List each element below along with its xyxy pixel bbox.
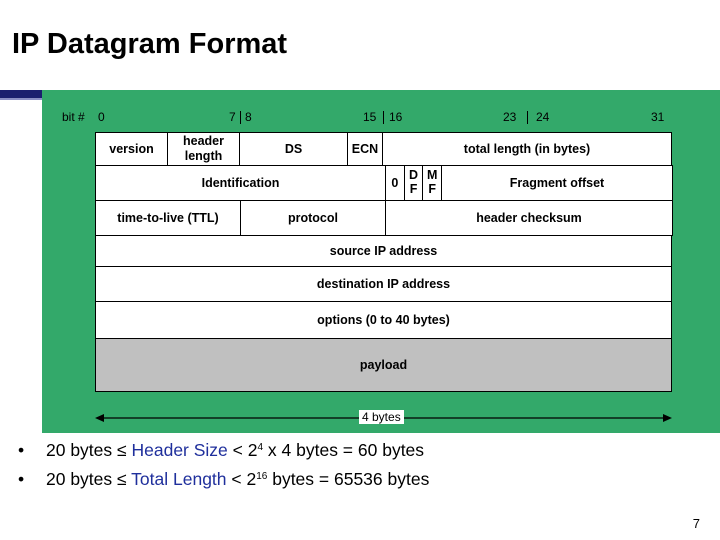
- slide-title: IP Datagram Format: [12, 28, 288, 60]
- bullet-text: bytes = 65536 bytes: [267, 469, 430, 489]
- flag-df-top: D: [408, 168, 419, 183]
- title-rule: [0, 90, 42, 98]
- bit-number-7: 7: [229, 110, 236, 124]
- header-row-1: [95, 132, 672, 166]
- header-row-5: [95, 266, 672, 302]
- bullet-exponent: 4: [257, 442, 264, 453]
- bit-tick-byte1: [240, 111, 241, 124]
- bit-number-31: 31: [651, 110, 665, 124]
- field-ds: DS: [239, 132, 348, 166]
- header-row-3: [95, 200, 672, 236]
- bit-number-16: 16: [389, 110, 403, 124]
- field-options: options (0 to 40 bytes): [95, 301, 672, 339]
- width-label: 4 bytes: [359, 410, 404, 424]
- header-row-2: [95, 165, 672, 201]
- bit-number-23: 23: [503, 110, 517, 124]
- bullet-term: Header Size: [131, 440, 228, 460]
- bit-number-8: 8: [245, 110, 252, 124]
- bullet-dot: •: [18, 469, 25, 489]
- title-rule-accent: [0, 98, 42, 100]
- flag-mf-bottom: F: [428, 182, 436, 196]
- field-ttl: time-to-live (TTL): [95, 200, 241, 236]
- bullet-term: Total Length: [131, 469, 227, 489]
- bullet-text: 20 bytes ≤: [46, 469, 132, 489]
- bit-axis-label: bit #: [62, 110, 85, 124]
- bullet-list: [18, 436, 429, 494]
- header-row-4: [95, 235, 672, 267]
- field-ecn: ECN: [347, 132, 383, 166]
- field-flags: [385, 165, 442, 201]
- bit-number-0: 0: [98, 110, 105, 124]
- field-source-ip: source IP address: [95, 235, 672, 267]
- field-protocol: protocol: [240, 200, 386, 236]
- header-row-7: [95, 338, 672, 392]
- bullet-dot: •: [18, 440, 25, 460]
- field-destination-ip: destination IP address: [95, 266, 672, 302]
- bit-number-15: 15: [363, 110, 377, 124]
- bullet-exponent: 16: [256, 471, 268, 482]
- bullet-text: x 4 bytes = 60 bytes: [263, 440, 425, 460]
- flag-reserved: 0: [386, 166, 405, 200]
- field-total-length: total length (in bytes): [382, 132, 672, 166]
- field-payload: payload: [95, 338, 672, 392]
- bullet-text: 20 bytes ≤: [46, 440, 132, 460]
- field-header-checksum: header checksum: [385, 200, 673, 236]
- field-fragment-offset: Fragment offset: [441, 165, 673, 201]
- ip-header-grid: [95, 132, 672, 392]
- flag-dont-fragment: [405, 166, 424, 200]
- bit-number-24: 24: [536, 110, 550, 124]
- bullet-text: < 2: [227, 440, 258, 460]
- bullet-text: < 2: [226, 469, 257, 489]
- field-identification: Identification: [95, 165, 386, 201]
- flag-more-fragments: [423, 166, 441, 200]
- bit-tick-byte2: [383, 111, 384, 124]
- field-version: version: [95, 132, 168, 166]
- flag-mf-top: M: [426, 168, 438, 183]
- field-header-length: header length: [167, 132, 240, 166]
- bit-tick-byte3: [527, 111, 528, 124]
- header-row-6: [95, 301, 672, 339]
- flag-df-bottom: F: [409, 182, 418, 196]
- bullet-item: [18, 436, 429, 465]
- page-number: 7: [692, 516, 700, 531]
- bullet-item: [18, 465, 429, 494]
